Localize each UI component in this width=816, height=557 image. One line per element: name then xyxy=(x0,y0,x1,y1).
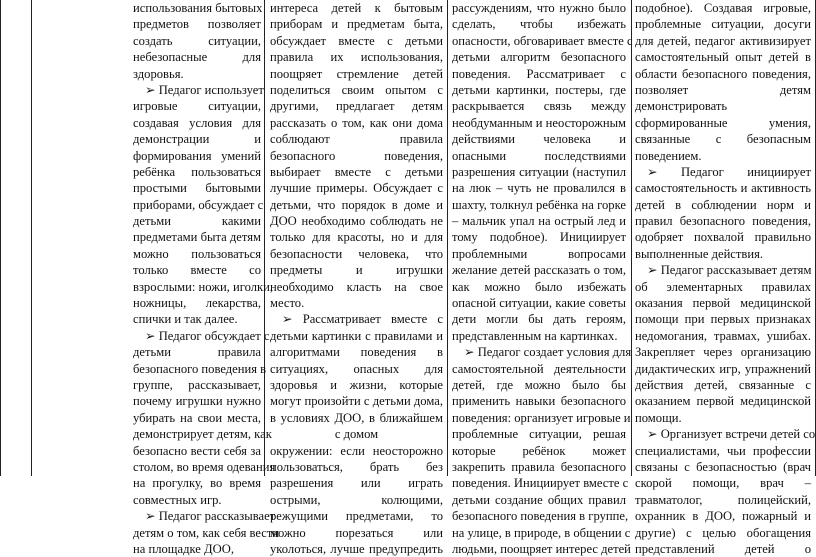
text-line: алгоритмами поведения в xyxy=(270,345,443,360)
text-line: ➢ Организует встречи детей со xyxy=(647,427,816,442)
text-line: правила их использования, xyxy=(270,50,443,65)
text-line: Закрепляет через организацию xyxy=(635,345,811,360)
text-line: области безопасного поведения, xyxy=(635,66,811,81)
text-line: формирования умений xyxy=(133,148,261,163)
text-line: предметы и игрушки xyxy=(270,263,443,278)
text-line: убирать на свои места, xyxy=(133,410,261,425)
text-line: на люк – чуть не провалился в xyxy=(452,181,626,196)
text-line: действия детей, связанные с xyxy=(635,377,811,392)
text-line: специалистами, чьи профессии xyxy=(635,443,811,458)
text-line: сформированные умения, xyxy=(635,115,811,130)
text-line: детьми, что порядок в доме и xyxy=(270,197,443,212)
table-column-content-2 xyxy=(270,0,443,556)
table-column-content-1 xyxy=(133,0,280,556)
column-divider xyxy=(631,0,632,476)
text-line: демонстрации и xyxy=(133,132,261,147)
text-line: тому подобное). Инициирует xyxy=(452,230,626,245)
text-line: необходимо класть на свое xyxy=(270,279,443,294)
text-line: действиями человека и xyxy=(452,132,626,147)
text-line: ➢ Педагог использует xyxy=(145,82,264,97)
text-line: создавая условия для xyxy=(133,115,261,130)
text-line: выбирает вместе с детьми xyxy=(270,164,443,179)
text-line: ребёнка пользоваться xyxy=(133,164,261,179)
text-line: ➢ Педагог инициирует xyxy=(647,164,811,179)
text-line: могут произойти с детьми дома, xyxy=(270,394,443,409)
text-line: одобряет похвалой правильно xyxy=(635,230,811,245)
text-line: на площадке ДОО, xyxy=(133,541,234,556)
text-line: на улице, в природе, в общении с xyxy=(452,525,631,540)
text-line: дидактических игр, упражнений xyxy=(635,361,811,376)
text-line: на прогулку, во время xyxy=(133,476,261,491)
text-line: столом, во время одевания xyxy=(133,459,276,474)
text-line: выполненные действия. xyxy=(635,246,764,261)
table-column-content-4 xyxy=(635,0,816,556)
text-line: проблемными вопросами xyxy=(452,246,626,261)
text-line: для детей, педагог активизирует xyxy=(635,33,811,48)
text-line: поведения. Рассматривает с xyxy=(452,66,626,81)
text-line: окружении: если неосторожно xyxy=(270,443,443,458)
text-line: рассказать о том, как они дома xyxy=(270,115,443,130)
column-divider xyxy=(264,0,265,476)
table-column-number xyxy=(2,0,31,476)
text-line: поведения. Инициирует вместе с xyxy=(452,476,629,491)
text-line: детьми правила xyxy=(133,345,261,360)
text-line: безопасного поведения в xyxy=(133,361,267,376)
text-line: здоровья. xyxy=(133,66,184,81)
text-line: с домом xyxy=(334,427,379,442)
text-line: другие) с целью обогащения xyxy=(635,525,811,540)
text-line: необдуманным и неосторожным xyxy=(452,115,626,130)
text-line: представлений детей о xyxy=(635,541,811,556)
text-line: место. xyxy=(270,296,305,311)
text-line: оказанием первой медицинской xyxy=(635,394,811,409)
text-line: соблюдают правила xyxy=(270,132,443,147)
text-line: демонстрирует детям, как xyxy=(133,427,272,442)
text-line: опасной ситуации, какие советы xyxy=(452,296,626,311)
text-line: самостоятельной деятельности xyxy=(452,361,626,376)
text-line: позволяет детям xyxy=(635,82,811,97)
text-line: помощи при первых признаках xyxy=(635,312,811,327)
text-line: другими, предлагает детям xyxy=(270,99,443,114)
text-line: можно пользоваться xyxy=(133,246,261,261)
text-line: предметами быта детям xyxy=(133,230,261,245)
text-line: проблемные ситуации, досуги xyxy=(635,17,811,32)
text-line: интереса детей к бытовым xyxy=(270,1,443,15)
text-line: недомогания, травмах, ушибах. xyxy=(635,328,811,343)
text-line: связанные с безопасным xyxy=(635,132,811,147)
text-line: почему игрушки нужно xyxy=(133,394,261,409)
text-line: пользоваться, брать без xyxy=(270,459,443,474)
text-line: создать ситуации, xyxy=(133,33,261,48)
text-line: детьми создание общих правил xyxy=(452,492,626,507)
text-line: режущими предметами, то xyxy=(270,509,443,524)
text-line: приборами, обсуждает с xyxy=(133,197,264,212)
text-line: предметов позволяет xyxy=(133,17,261,32)
text-line: помощи. xyxy=(635,410,682,425)
text-line: рассуждениям, что нужно было xyxy=(452,1,626,15)
text-line: игровые ситуации, xyxy=(133,99,261,114)
text-line: об элементарных правилах xyxy=(635,279,811,294)
text-line: дети могли бы дать героям, xyxy=(452,312,626,327)
text-line: здоровья и жизни, которые xyxy=(270,377,443,392)
text-line: поощряет стремление детей xyxy=(270,66,443,81)
text-line: ➢ Педагог создает условия для xyxy=(464,345,632,360)
text-line: поделиться своим опытом с xyxy=(270,82,443,97)
text-line: простыми бытовыми xyxy=(133,181,261,196)
text-line: взрослыми: ножи, иголки, xyxy=(133,279,273,294)
text-line: закрепить правила безопасного xyxy=(452,459,626,474)
text-line: приборам и предметам быта, xyxy=(270,17,443,32)
text-line: безопасного поведения в группе, xyxy=(452,509,629,524)
text-line: можно порезаться или xyxy=(270,525,443,540)
text-line: ➢ Педагог обсуждает с xyxy=(145,328,270,343)
text-line: детьми картинки, постеры, где xyxy=(452,82,626,97)
text-line: желание детей рассказать о том, xyxy=(452,263,626,278)
text-line: скорой помощи, врач – xyxy=(635,476,811,491)
text-line: охранник в ДОО, пожарный и xyxy=(635,509,811,524)
text-line: безопасно вести себя за xyxy=(133,443,261,458)
column-divider xyxy=(31,0,32,476)
text-line: детьми алгоритм безопасного xyxy=(452,50,626,65)
text-line: правил безопасного поведения, xyxy=(635,214,811,229)
text-line: разрешения ситуации (наступил xyxy=(452,164,626,179)
text-line: опасными последствиями xyxy=(452,148,626,163)
text-line: детей, где можно было бы xyxy=(452,377,626,392)
text-line: ➢ Рассматривает вместе с xyxy=(282,312,443,327)
text-line: ➢ Педагог рассказывает детям xyxy=(647,263,812,278)
text-line: обсуждает вместе с детьми xyxy=(270,33,443,48)
text-line: лучшие примеры. Обсуждает с xyxy=(270,181,443,196)
text-line: небезопасные для xyxy=(133,50,261,65)
text-line: детьми картинки с правилами и xyxy=(270,328,443,343)
text-line: ДОО необходимо соблюдать не xyxy=(270,214,443,229)
text-line: ситуациях, опасных для xyxy=(270,361,443,376)
text-line: группе, рассказывает, xyxy=(133,377,261,392)
text-line: как можно было избежать xyxy=(452,279,626,294)
column-divider xyxy=(447,0,448,476)
text-line: только вместе со xyxy=(133,263,261,278)
text-line: демонстрировать xyxy=(635,99,728,114)
text-line: представленным на картинках. xyxy=(452,328,618,343)
text-line: раскрывается связь между xyxy=(452,99,626,114)
text-line: детям о том, как себя вести xyxy=(133,525,280,540)
text-line: проблемные ситуации, решая xyxy=(452,427,626,442)
text-line: спички и так далее. xyxy=(133,312,238,327)
text-line: поведения: организует игровые и xyxy=(452,410,631,425)
table-column-content-3 xyxy=(452,0,633,556)
text-line: – мальчик упал на острый лед и xyxy=(452,214,626,229)
text-line: сделать, чтобы избежать xyxy=(452,17,626,32)
text-line: разрешения или играть xyxy=(270,476,443,491)
text-line: травматолог, полицейский, xyxy=(635,492,811,507)
text-line: детьми какими xyxy=(133,214,261,229)
text-line: использования бытовых xyxy=(133,1,263,15)
text-line: людьми, поощряет интерес детей xyxy=(452,541,631,556)
text-line: ножницы, лекарства, xyxy=(133,296,261,311)
text-line: которые ребёнок может xyxy=(452,443,626,458)
text-line: оказания первой медицинской xyxy=(635,296,811,311)
text-line: уколоться, лучше предупредить xyxy=(270,541,443,556)
text-line: шахту, толкнул ребёнка на горке xyxy=(452,197,626,212)
text-line: поведением. xyxy=(635,148,702,163)
text-line: самостоятельный опыт детей в xyxy=(635,50,811,65)
text-line: опасности, обговаривает вместе с xyxy=(452,33,633,48)
text-line: применить навыки безопасного xyxy=(452,394,626,409)
text-line: безопасного поведения, xyxy=(270,148,443,163)
text-line: детей в соблюдении норм и xyxy=(635,197,811,212)
text-line: ➢ Педагог рассказывает xyxy=(145,509,276,524)
text-line: в условиях ДОО, в ближайшем xyxy=(270,410,443,425)
text-line: острыми, колющими, xyxy=(270,492,443,507)
text-line: безопасности человека, что xyxy=(270,246,443,261)
text-line: подобное). Создавая игровые, xyxy=(635,1,811,15)
text-line: связаны с безопасностью (врач xyxy=(635,459,811,474)
text-line: только для красоты, но и для xyxy=(270,230,443,245)
text-line: самостоятельность и активность xyxy=(635,181,811,196)
text-line: совместных игр. xyxy=(133,492,222,507)
